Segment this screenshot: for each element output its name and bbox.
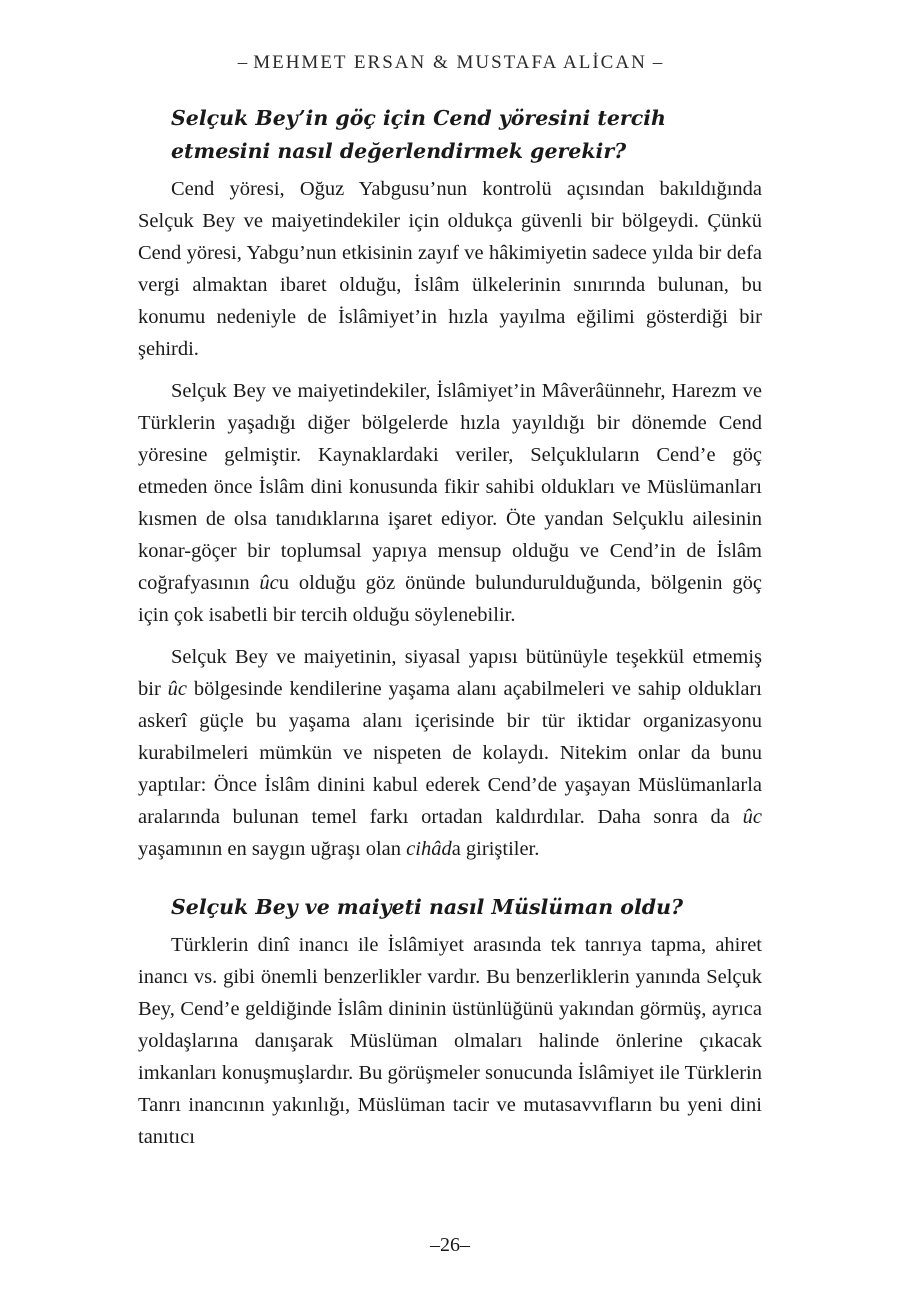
paragraph-text: yaşamının en saygın uğraşı olan	[138, 838, 407, 860]
section-question: Selçuk Bey ve maiyeti nasıl Müslüman oldu?	[171, 895, 683, 919]
italic-term: cihâd	[406, 838, 452, 860]
paragraph	[138, 641, 762, 865]
header-dash-right: –	[652, 52, 663, 73]
section-question: Selçuk Bey’in göç için Cend yöresini tercih etmesini nasıl değerlendirmek gerekir?	[171, 106, 666, 163]
paragraph	[138, 929, 762, 1153]
paragraph-text: a giriştiler.	[451, 838, 540, 860]
italic-term: ûc	[259, 572, 279, 594]
header-dash-left: –	[237, 52, 248, 73]
paragraph-text: Türklerin dinî inancı ile İslâmiyet arasında tek tanrıya tapma, ahiret inancı vs. gibi önemli benzerlikler vardır. Bu benzerliklerin yanında Selçuk Bey, Cend’e geldiğinde İslâm dininin üstünlüğünü yakından görmüş, ayrıca yoldaşlarına danışarak Müslüman olmaları halinde önlerine çıkacak imkanları konuşmuşlardır. Bu görüşmeler sonucunda İslâmiyet ile Türklerin Tanrı inancının yakınlığı, Müslüman tacir ve mutasavvıfların bu yeni dini tanıtıcı	[138, 934, 762, 1148]
paragraph-text: bölgesinde kendilerine yaşama alanı açabilmeleri ve sahip oldukları askerî güçle bu yaşama alanı içerisinde bir tür iktidar organizasyonu kurabilmeleri mümkün ve nispeten de kolaydı. Nitekim onlar da bunu yaptılar: Önce İslâm dinini kabul ederek Cend’de yaşayan Müslümanlarla aralarında bulunan temel farkı ortadan kaldırdılar. Daha sonra da	[138, 678, 762, 828]
running-title: MEHMET ERSAN & MUSTAFA ALİCAN	[253, 52, 647, 73]
paragraph-text: Cend yöresi, Oğuz Yabgusu’nun kontrolü açısından bakıldığında Selçuk Bey ve maiyetindekiler için oldukça güvenli bir bölgeydi. Çünkü Cend yöresi, Yabgu’nun etkisinin zayıf ve hâkimiyetin sadece yılda bir defa vergi almaktan ibaret olduğu, İslâm ülkelerinin sınırında bulunan, bu konumu nedeniyle de İslâmiyet’in hızla yayılma eğilimi gösterdiği bir şehirdi.	[138, 178, 762, 360]
page-number: –26–	[430, 1234, 470, 1256]
italic-term: ûc	[742, 806, 762, 828]
paragraph	[138, 375, 762, 631]
italic-term: ûc	[167, 678, 187, 700]
paragraph-text: u olduğu göz önünde bulundurulduğunda, bölgenin göç için çok isabetli bir tercih olduğu söylenebilir.	[138, 572, 762, 626]
paragraph	[138, 173, 762, 365]
body-text	[138, 102, 762, 1163]
running-header	[0, 52, 900, 74]
paragraph-text: Selçuk Bey ve maiyetinin, siyasal yapısı bütünüyle teşekkül etmemiş bir	[138, 646, 762, 700]
paragraph-text: Selçuk Bey ve maiyetindekiler, İslâmiyet’in Mâverâünnehr, Harezm ve Türklerin yaşadığı diğer bölgelerde hızla yayıldığı bir dönemde Cend yöresine gelmiştir. Kaynaklardaki veriler, Selçukluların Cend’e göç etmeden önce İslâm dini konusunda fikir sahibi oldukları ve Müslümanları kısmen de olsa tanıdıklarına işaret ediyor. Öte yandan Selçuklu ailesinin konar-göçer bir toplumsal yapıya mensup olduğu ve Cend’in de İslâm coğrafyasının	[138, 380, 762, 594]
